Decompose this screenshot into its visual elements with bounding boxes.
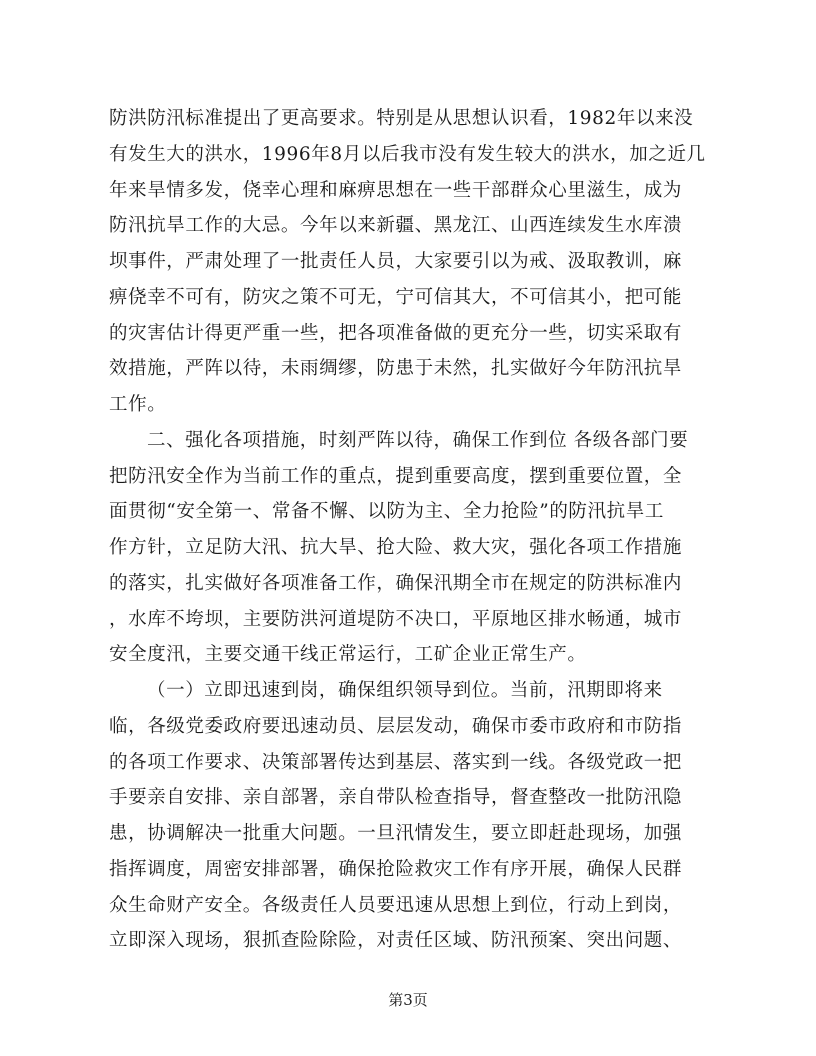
text-line: 防汛抗旱工作的大忌。今年以来新疆、黑龙江、山西连续发生水库溃 (109, 215, 683, 236)
page-number: 第3页 (388, 991, 428, 1009)
text-line: 痹侥幸不可有，防灾之策不可无，宁可信其大，不可信其小，把可能 (109, 287, 683, 308)
text-line: 手要亲自安排、亲自部署，亲自带队检查指导，督查整改一批防汛隐 (109, 787, 683, 808)
text-line: 把防汛安全作为当前工作的重点，提到重要高度，摆到重要位置，全 (109, 466, 683, 487)
text-line: 患，协调解决一批重大问题。一旦汛情发生，要立即赶赴现场，加强 (109, 823, 683, 844)
text-line: 面贯彻“安全第一、常备不懈、以防为主、全力抢险”的防汛抗旱工 (109, 501, 664, 522)
text-line: 临，各级党委政府要迅速动员、层层发动，确保市委市政府和市防指 (109, 716, 683, 737)
section-heading: 二、强化各项措施，时刻严阵以待，确保工作到位 各级各部门要 (147, 430, 689, 451)
text-line: ，水库不垮坝，主要防洪河道堤防不决口，平原地区排水畅通，城市 (109, 609, 683, 630)
text-line: 防洪防汛标准提出了更高要求。特别是从思想认识看，1982年以来没 (109, 108, 694, 129)
text-line: 的灾害估计得更严重一些，把各项准备做的更充分一些，切实采取有 (109, 323, 683, 344)
text-line: 作方针，立足防大汛、抗大旱、抢大险、救大灾，强化各项工作措施 (109, 537, 683, 558)
text-line: 效措施，严阵以待，未雨绸缪，防患于未然，扎实做好今年防汛抗旱 (109, 358, 683, 379)
text-line: 有发生大的洪水，1996年8月以后我市没有发生较大的洪水，加之近几 (109, 144, 706, 165)
text-line: 立即深入现场，狠抓查险除险，对责任区域、防汛预案、突出问题、 (109, 930, 683, 951)
text-line: 工作。 (109, 394, 167, 415)
text-line: 安全度汛，主要交通干线正常运行，工矿企业正常生产。 (109, 644, 587, 665)
text-line: 的各项工作要求、决策部署传达到基层、落实到一线。各级党政一把 (109, 752, 683, 773)
text-line: 年来旱情多发，侥幸心理和麻痹思想在一些干部群众心里滋生，成为 (109, 180, 683, 201)
text-line: 众生命财产安全。各级责任人员要迅速从思想上到位，行动上到岗， (109, 895, 683, 916)
text-line: 坝事件，严肃处理了一批责任人员，大家要引以为戒、汲取教训，麻 (109, 251, 683, 272)
subsection-heading: （一）立即迅速到岗，确保组织领导到位。当前，汛期即将来 (147, 680, 663, 701)
text-line: 指挥调度，周密安排部署，确保抢险救灾工作有序开展，确保人民群 (109, 859, 683, 880)
text-line: 的落实，扎实做好各项准备工作，确保汛期全市在规定的防洪标准内 (109, 573, 683, 594)
